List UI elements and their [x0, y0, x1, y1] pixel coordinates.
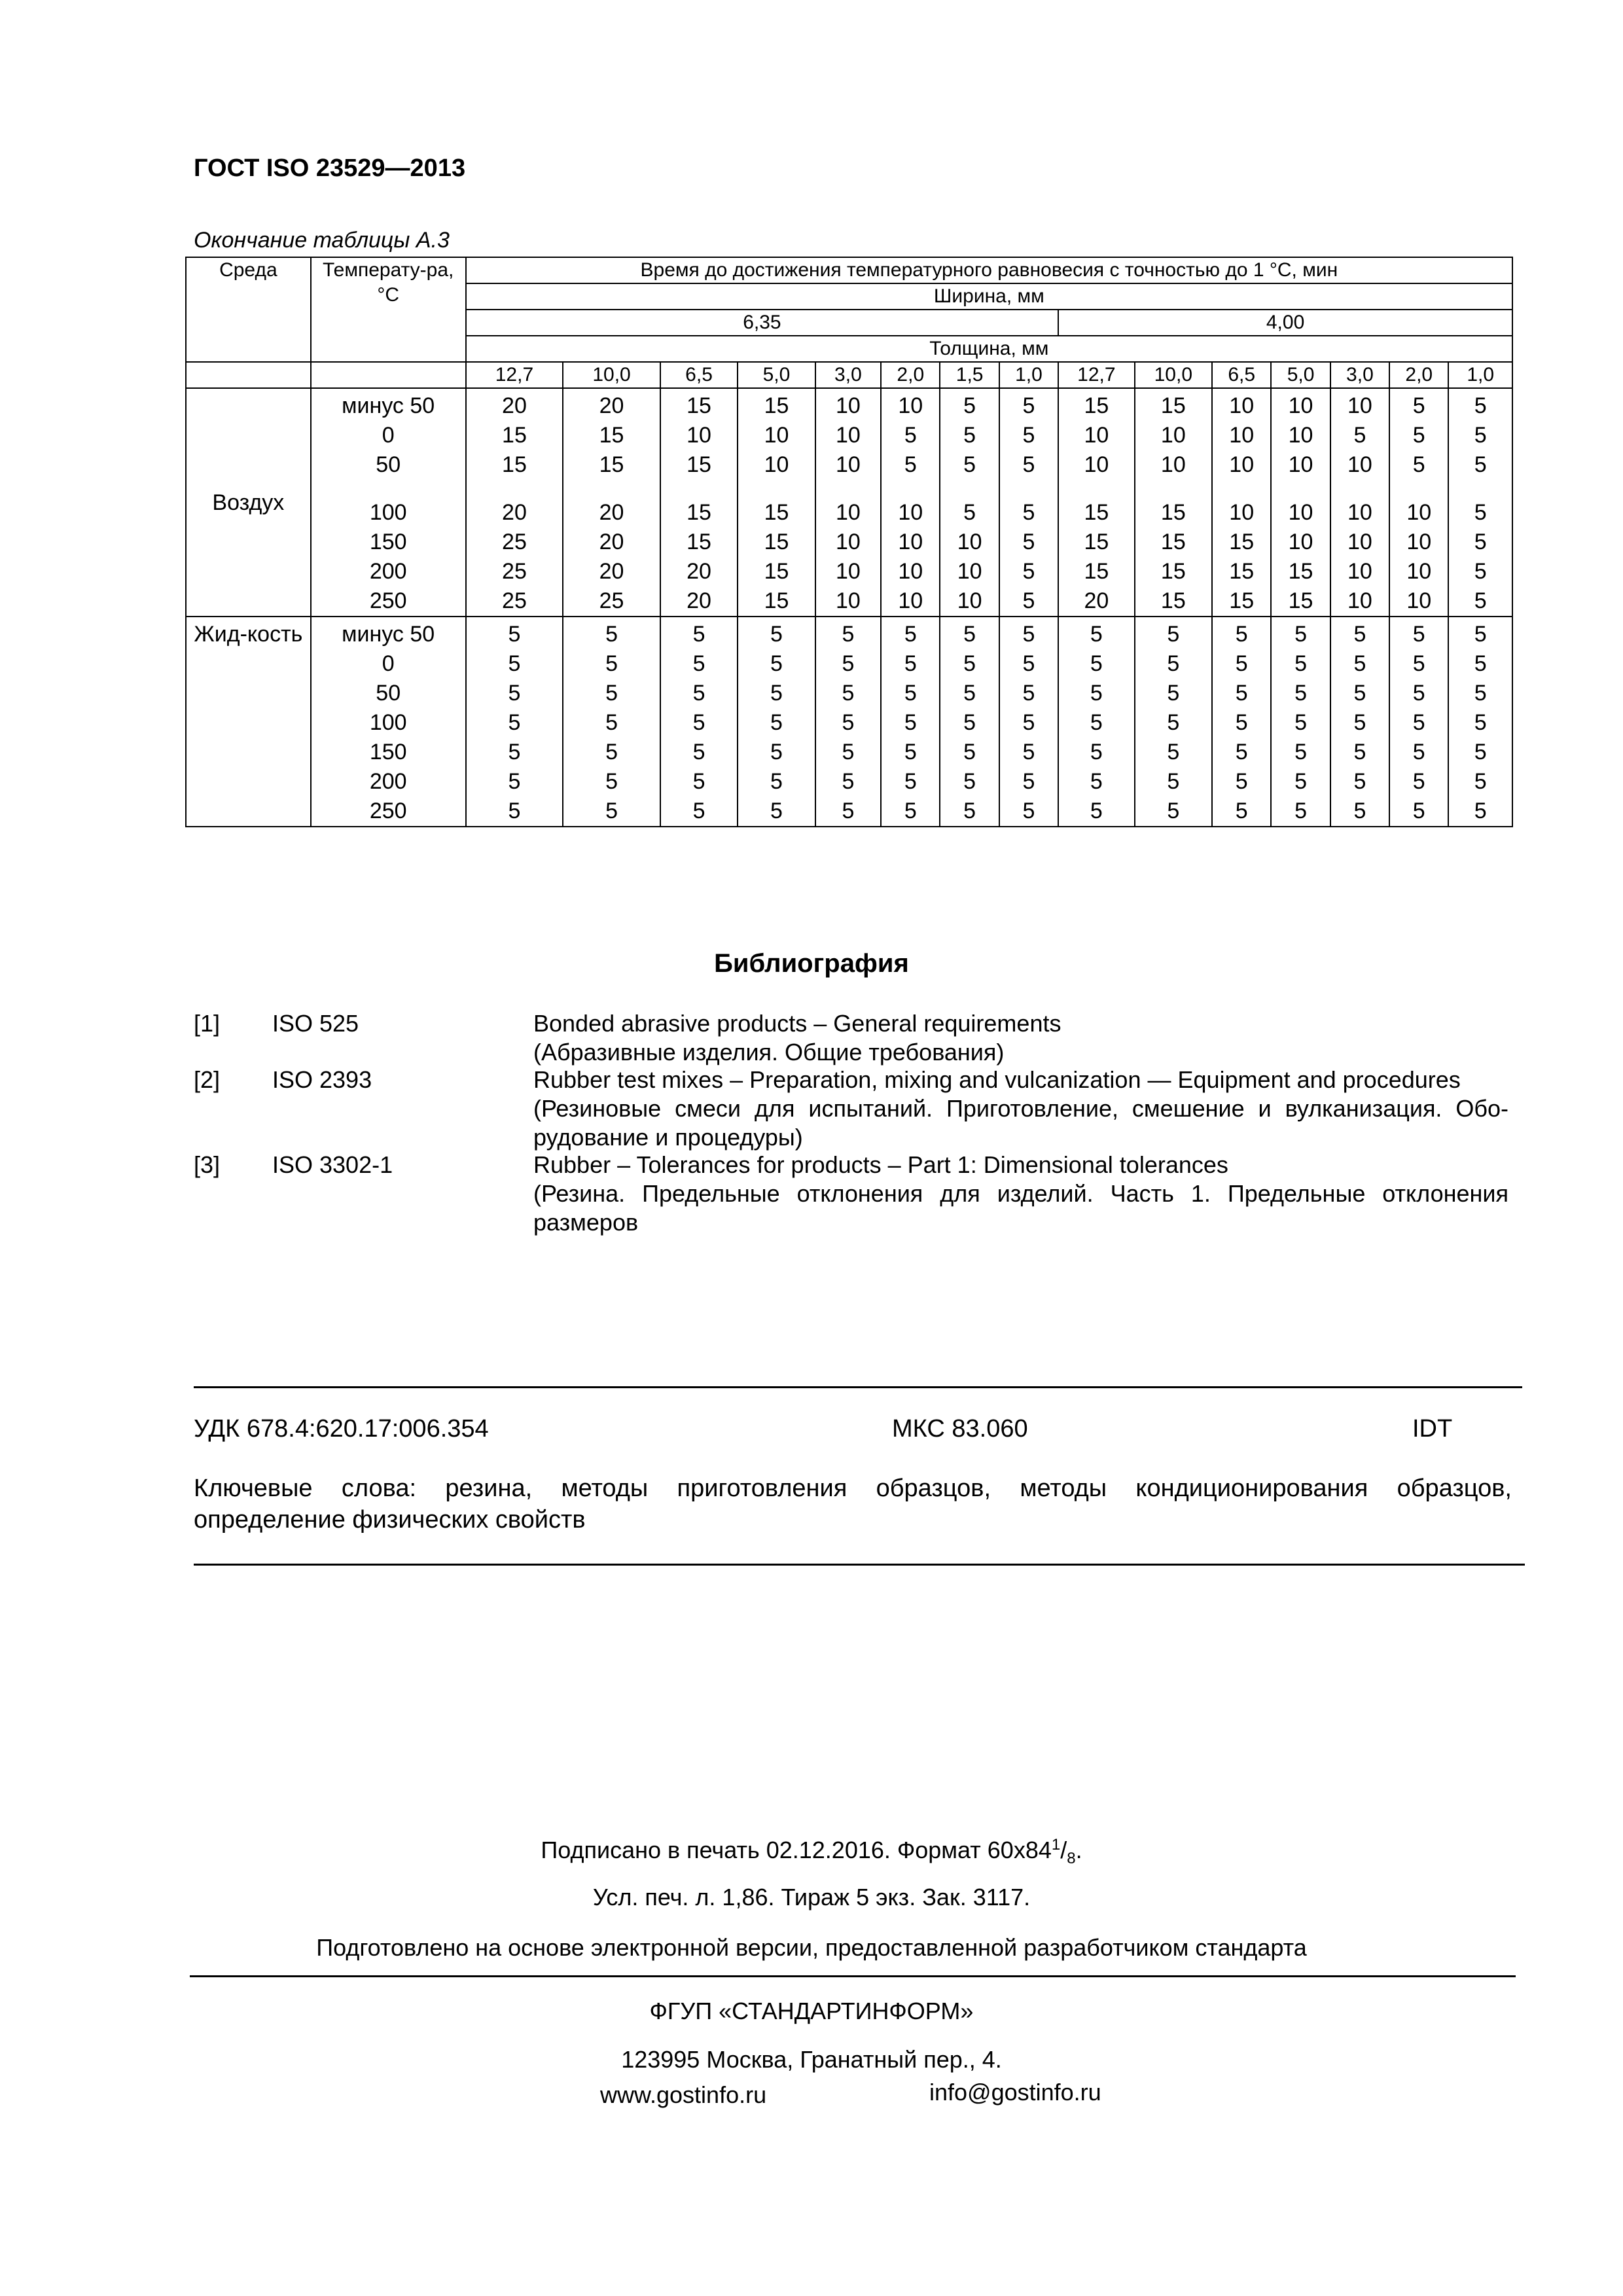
liquid-values-column: 5 5 5 5 5 5 5: [1448, 617, 1512, 827]
thickness-value: 3,0: [815, 362, 881, 388]
air-values-column: 15 10 10 15 15 15 15: [738, 388, 815, 617]
bib-number: [3]: [194, 1151, 221, 1178]
air-values-column: 5 5 5 5 10 10 10: [940, 388, 999, 617]
bib-code: ISO 3302-1: [272, 1151, 393, 1178]
udk-code: УДК 678.4:620.17:006.354: [194, 1415, 489, 1443]
bib-code: ISO 525: [272, 1010, 359, 1037]
liquid-values-column: 5 5 5 5 5 5 5: [660, 617, 738, 827]
bibliography-title: Библиография: [714, 949, 909, 978]
divider-top: [194, 1386, 1522, 1388]
air-values-column: 10 10 10 10 10 15 15: [1271, 388, 1330, 617]
liquid-values-column: 5 5 5 5 5 5 5: [1212, 617, 1271, 827]
liquid-values-column: 5 5 5 5 5 5 5: [1330, 617, 1389, 827]
table-caption: Окончание таблицы А.3: [194, 228, 450, 253]
column-header-temperature: Температу-ра, °С: [311, 257, 466, 362]
liquid-values-column: 5 5 5 5 5 5 5: [1135, 617, 1212, 827]
liquid-values-column: 5 5 5 5 5 5 5: [815, 617, 881, 827]
air-values-column: 10 10 10 10 15 15 15: [1212, 388, 1271, 617]
thickness-value: 6,5: [1212, 362, 1271, 388]
thickness-value: 10,0: [1135, 362, 1212, 388]
email-link[interactable]: info@gostinfo.ru: [929, 2079, 1101, 2106]
air-values-column: 10 10 10 10 10 10 10: [815, 388, 881, 617]
bib-description: Rubber test mixes – Preparation, mixing and vulcanization — Equipment and procedures (Резиновые смеси для испытаний. Приготовление, смешение и вулканизация. Обо- рудование и процедуры): [533, 1066, 1508, 1151]
bib-description: Rubber – Tolerances for products – Part 1: Dimensional tolerances (Резина. Предельные отклонения для изделий. Часть 1. Предельные отклонения размеров: [533, 1151, 1508, 1236]
thickness-value: 1,0: [999, 362, 1058, 388]
thickness-value: 3,0: [1330, 362, 1389, 388]
liquid-values-column: 5 5 5 5 5 5 5: [563, 617, 660, 827]
divider-bottom: [194, 1564, 1525, 1566]
mks-code: МКС 83.060: [892, 1415, 1028, 1443]
header-row-time: [186, 257, 1512, 283]
thickness-label: Толщина, мм: [466, 336, 1512, 362]
air-values-column: 5 5 5 10 10 10 10: [1389, 388, 1448, 617]
air-values-column: 15 10 10 15 15 15 15: [1135, 388, 1212, 617]
thickness-value: 12,7: [1058, 362, 1134, 388]
idt-label: IDT: [1412, 1415, 1453, 1443]
thickness-value: 1,0: [1448, 362, 1512, 388]
table-row-air: [186, 388, 1512, 617]
air-temperatures: минус 50 0 50 100 150 200 250: [311, 388, 466, 617]
bib-number: [1]: [194, 1010, 221, 1037]
liquid-values-column: 5 5 5 5 5 5 5: [1058, 617, 1134, 827]
temperature-equilibrium-table: [185, 257, 1513, 827]
air-values-column: 20 15 15 20 20 20 25: [563, 388, 660, 617]
blank-cell: [186, 362, 311, 388]
thickness-value: 6,5: [660, 362, 738, 388]
header-row-thickness-values: [186, 362, 1512, 388]
bib-number: [2]: [194, 1066, 221, 1093]
air-values-column: 20 15 15 20 25 25 25: [466, 388, 563, 617]
bib-code: ISO 2393: [272, 1066, 372, 1093]
keywords: Ключевые слова: резина, методы приготовления образцов, методы кондиционирования образцов, определение физических свойств: [194, 1475, 1512, 1534]
liquid-values-column: 5 5 5 5 5 5 5: [466, 617, 563, 827]
prepared-note: Подготовлено на основе электронной версии, предоставленной разработчиком стандарта: [316, 1934, 1307, 1961]
divider-imprint: [190, 1975, 1516, 1977]
website-link[interactable]: www.gostinfo.ru: [600, 2081, 767, 2108]
environment-liquid: Жид-кость: [186, 617, 311, 827]
air-values-column: 5 5 5 5 5 5 5: [999, 388, 1058, 617]
liquid-values-column: 5 5 5 5 5 5 5: [999, 617, 1058, 827]
thickness-value: 5,0: [738, 362, 815, 388]
column-header-time: Время до достижения температурного равновесия с точностью до 1 °С, мин: [466, 257, 1512, 283]
thickness-value: 10,0: [563, 362, 660, 388]
thickness-value: 2,0: [881, 362, 940, 388]
air-values-column: 10 5 10 10 10 10 10: [1330, 388, 1389, 617]
width-value-4-00: 4,00: [1058, 310, 1512, 336]
air-values-column: 10 5 5 10 10 10 10: [881, 388, 940, 617]
document-code: ГОСТ ISO 23529—2013: [194, 154, 466, 182]
liquid-temperatures: минус 50 0 50 100 150 200 250: [311, 617, 466, 827]
publisher: ФГУП «СТАНДАРТИНФОРМ»: [649, 1998, 974, 2024]
column-header-environment: Среда: [186, 257, 311, 362]
bib-description: Bonded abrasive products – General requirements (Абразивные изделия. Общие требования): [533, 1010, 1061, 1066]
blank-cell: [311, 362, 466, 388]
signed-for-print: Подписано в печать 02.12.2016. Формат $60x84^1/_8$.: [541, 1836, 1082, 1868]
thickness-value: 1,5: [940, 362, 999, 388]
environment-air: Воздух: [186, 388, 311, 617]
thickness-value: 12,7: [466, 362, 563, 388]
width-label: Ширина, мм: [466, 283, 1512, 310]
liquid-values-column: 5 5 5 5 5 5 5: [881, 617, 940, 827]
liquid-values-column: 5 5 5 5 5 5 5: [1271, 617, 1330, 827]
air-values-column: 5 5 5 5 5 5 5: [1448, 388, 1512, 617]
thickness-value: 5,0: [1271, 362, 1330, 388]
air-values-column: 15 10 15 15 15 20 20: [660, 388, 738, 617]
table-row-liquid: [186, 617, 1512, 827]
print-info: Усл. печ. л. 1,86. Тираж 5 экз. Зак. 3117.: [592, 1884, 1031, 1910]
air-values-column: 15 10 10 15 15 15 20: [1058, 388, 1134, 617]
address: 123995 Москва, Гранатный пер., 4.: [621, 2046, 1002, 2073]
thickness-value: 2,0: [1389, 362, 1448, 388]
liquid-values-column: 5 5 5 5 5 5 5: [940, 617, 999, 827]
width-value-6-35: 6,35: [466, 310, 1058, 336]
liquid-values-column: 5 5 5 5 5 5 5: [1389, 617, 1448, 827]
liquid-values-column: 5 5 5 5 5 5 5: [738, 617, 815, 827]
